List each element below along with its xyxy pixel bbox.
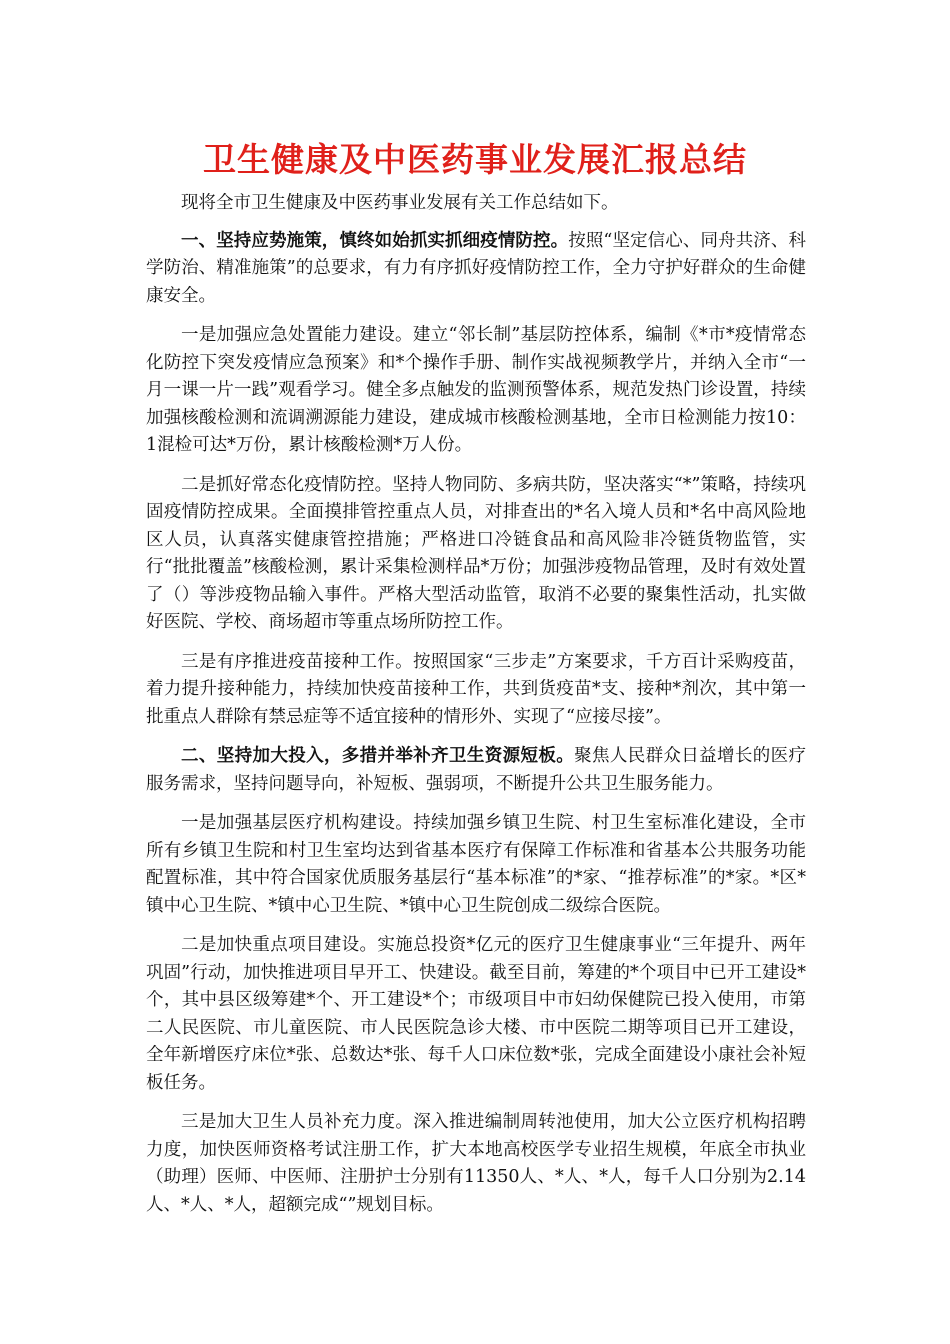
intro-paragraph: 现将全市卫生健康及中医药事业发展有关工作总结如下。	[181, 193, 619, 213]
section-2-item-1: 一是加强基层医疗机构建设。持续加强乡镇卫生院、村卫生室标准化建设，全市所有乡镇卫生院和村卫生室均达到省基本医疗有保障工作标准和省基本公共服务功能配置标准，其中符合国家优质服务基层行“基本标准”的*家、“推荐标准”的*家。*区*镇中心卫生院、*镇中心卫生院、*镇中心卫生院创成二级综合医院。	[146, 813, 806, 916]
section-2-item-2: 二是加快重点项目建设。实施总投资*亿元的医疗卫生健康事业“三年提升、两年巩固”行动，加快推进项目早开工、快建设。截至目前，筹建的*个项目中已开工建设*个，其中县区级筹建*个、开工建设*个；市级项目中市妇幼保健院已投入使用，市第二人民医院、市儿童医院、市人民医院急诊大楼、市中医院二期等项目已开工建设，全年新增医疗床位*张、总数达*张、每千人口床位数*张，完成全面建设小康社会补短板任务。	[146, 935, 806, 1093]
section-1-item-2: 二是抓好常态化疫情防控。坚持人物同防、多病共防，坚决落实“*”策略，持续巩固疫情防控成果。全面摸排管控重点人员，对排查出的*名入境人员和*名中高风险地区人员，认真落实健康管控措施；严格进口冷链食品和高风险非冷链货物监管，实行“批批覆盖”核酸检测，累计采集检测样品*万份；加强涉疫物品管理，及时有效处置了（）等涉疫物品输入事件。严格大型活动监管，取消不必要的聚集性活动，扎实做好医院、学校、商场超市等重点场所防控工作。	[146, 474, 806, 632]
document-title: 卫生健康及中医药事业发展汇报总结	[203, 140, 747, 179]
section-2-paragraph	[146, 743, 806, 798]
section-1-paragraph	[146, 228, 806, 311]
document-body	[146, 190, 806, 1231]
section-1-item-1: 一是加强应急处置能力建设。建立“邻长制”基层防控体系，编制《*市*疫情常态化防控下突发疫情应急预案》和*个操作手册、制作实战视频教学片，并纳入全市“一月一课一片一践”观看学习。健全多点触发的监测预警体系，规范发热门诊设置，持续加强核酸检测和流调溯源能力建设，建成城市核酸检测基地，全市日检测能力按10：1混检可达*万份，累计核酸检测*万人份。	[146, 325, 806, 455]
section-1-heading: 一、坚持应势施策，慎终如始抓实抓细疫情防控。	[181, 230, 569, 251]
section-2-text: 聚焦人民群众日益增长的医疗服务需求，坚持问题导向，补短板、强弱项，不断提升公共卫生服务能力。	[146, 746, 807, 794]
section-2-item-3: 三是加大卫生人员补充力度。深入推进编制周转池使用，加大公立医疗机构招聘力度，加快医师资格考试注册工作，扩大本地高校医学专业招生规模，年底全市执业（助理）医师、中医师、注册护士分别有11350人、*人、*人，每千人口分别为2.14人、*人、*人，超额完成“”规划目标。	[146, 1112, 806, 1215]
section-1-text: 按照“坚定信心、同舟共济、科学防治、精准施策”的总要求，有力有序抓好疫情防控工作，全力守护好群众的生命健康安全。	[146, 230, 806, 306]
section-2-heading: 二、坚持加大投入，多措并举补齐卫生资源短板。	[181, 746, 575, 766]
section-1-item-3: 三是有序推进疫苗接种工作。按照国家“三步走”方案要求，千方百计采购疫苗，着力提升接种能力，持续加快疫苗接种工作，共到货疫苗*支、接种*剂次，其中第一批重点人群除有禁忌症等不适宜接种的情形外、实现了“应接尽接”。	[146, 651, 806, 727]
